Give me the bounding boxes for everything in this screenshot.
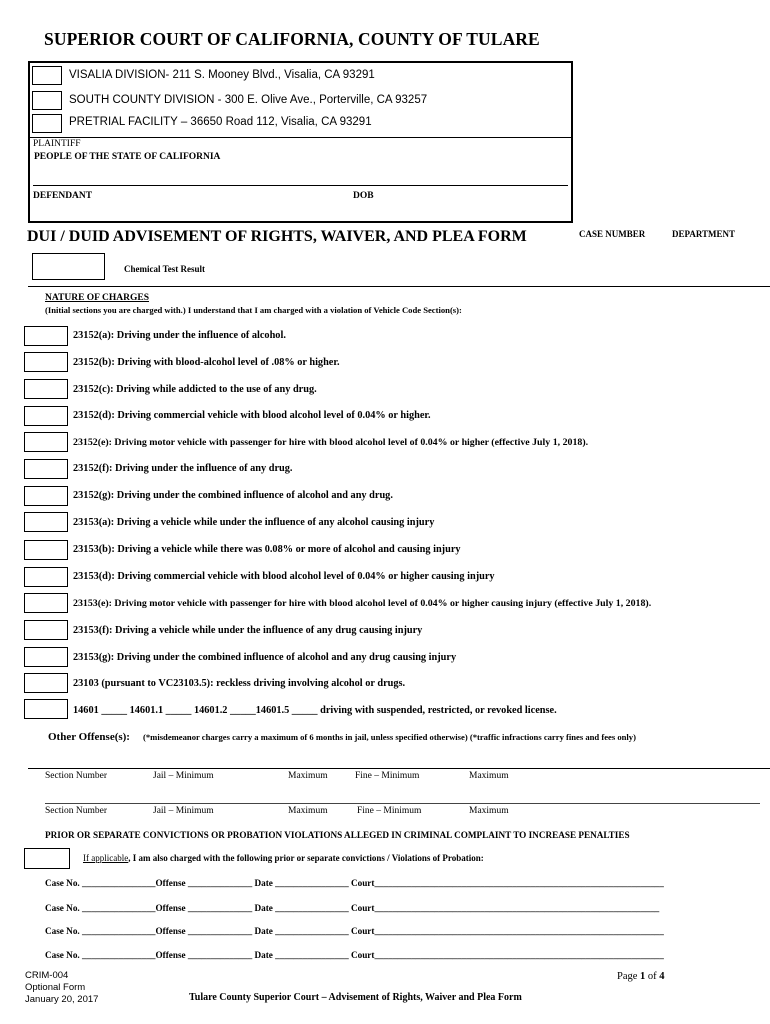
prior-case-row[interactable]: Case No. ________________Offense ______________ Date ________________ Court_______________________________________________________________ bbox=[45, 950, 664, 960]
form-id-block bbox=[25, 970, 98, 1006]
page-indicator bbox=[617, 971, 665, 982]
priors-statement bbox=[83, 853, 484, 863]
charge-initial-box[interactable] bbox=[24, 459, 68, 479]
prior-case-row[interactable]: Case No. ________________Offense ______________ Date ________________ Court_______________________________________________________________ bbox=[45, 926, 664, 936]
charge-23103: 23103 (pursuant to VC23103.5): reckless driving involving alcohol or drugs. bbox=[73, 678, 406, 689]
col-fine-minimum: Fine – Minimum bbox=[355, 771, 420, 781]
charge-23152b: 23152(b): Driving with blood-alcohol level of .08% or higher. bbox=[73, 357, 340, 368]
page-number: 1 bbox=[640, 971, 646, 982]
pretrial-facility-label: PRETRIAL FACILITY – 36650 Road 112, Visalia, CA 93291 bbox=[69, 116, 372, 128]
charge-initial-box[interactable] bbox=[24, 326, 68, 346]
charge-23152g: 23152(g): Driving under the combined influence of alcohol and any drug. bbox=[73, 490, 393, 501]
divider bbox=[28, 137, 573, 138]
chemical-test-label: Chemical Test Result bbox=[124, 264, 205, 274]
case-header-box bbox=[28, 61, 573, 223]
page-total: 4 bbox=[659, 971, 665, 982]
charges-instruction: (Initial sections you are charged with.) I understand that I am charged with a violation of Vehicle Code Section(s): bbox=[45, 305, 462, 315]
charge-23152d: 23152(d): Driving commercial vehicle with blood alcohol level of 0.04% or higher. bbox=[73, 410, 431, 421]
col-fine-maximum: Maximum bbox=[469, 806, 509, 816]
col-fine-maximum: Maximum bbox=[469, 771, 509, 781]
charge-initial-box[interactable] bbox=[24, 593, 68, 613]
col-jail-minimum: Jail – Minimum bbox=[153, 806, 214, 816]
prior-case-row[interactable]: Case No. ________________Offense ______________ Date ________________ Court_______________________________________________________________ bbox=[45, 878, 664, 888]
priors-heading: PRIOR OR SEPARATE CONVICTIONS OR PROBATION VIOLATIONS ALLEGED IN CRIMINAL COMPLAINT TO INCREASE PENALTIES bbox=[45, 830, 630, 840]
col-jail-minimum: Jail – Minimum bbox=[153, 771, 214, 781]
charge-23153b: 23153(b): Driving a vehicle while there was 0.08% or more of alcohol and causing injury bbox=[73, 544, 461, 555]
charge-initial-box[interactable] bbox=[24, 620, 68, 640]
pretrial-facility-checkbox[interactable] bbox=[32, 114, 62, 133]
col-jail-maximum: Maximum bbox=[288, 806, 328, 816]
plaintiff-line bbox=[33, 185, 568, 186]
south-county-division-checkbox[interactable] bbox=[32, 91, 62, 110]
col-fine-minimum: Fine – Minimum bbox=[357, 806, 422, 816]
charge-initial-box[interactable] bbox=[24, 379, 68, 399]
nature-of-charges-heading: NATURE OF CHARGES bbox=[45, 293, 149, 303]
charge-initial-box[interactable] bbox=[24, 486, 68, 506]
south-county-division-label: SOUTH COUNTY DIVISION - 300 E. Olive Ave., Porterville, CA 93257 bbox=[69, 94, 428, 106]
chemical-test-result-field[interactable] bbox=[32, 253, 105, 280]
other-offenses-note: (*misdemeanor charges carry a maximum of 6 months in jail, unless specified otherwise) (*traffic infractions carry fines and fees only) bbox=[143, 732, 636, 742]
charge-23153d: 23153(d): Driving commercial vehicle with blood alcohol level of 0.04% or higher causing injury bbox=[73, 571, 495, 582]
page-prefix: Page bbox=[617, 971, 641, 982]
charge-initial-box[interactable] bbox=[24, 406, 68, 426]
charge-initial-box[interactable] bbox=[24, 567, 68, 587]
charge-23152c: 23152(c): Driving while addicted to the use of any drug. bbox=[73, 384, 317, 395]
plaintiff-label: PLAINTIFF bbox=[33, 139, 81, 149]
charge-23152a: 23152(a): Driving under the influence of alcohol. bbox=[73, 330, 286, 341]
charge-initial-box[interactable] bbox=[24, 432, 68, 452]
charge-initial-box[interactable] bbox=[24, 352, 68, 372]
page-of: of bbox=[645, 971, 660, 982]
col-section-number: Section Number bbox=[45, 771, 108, 781]
optional-form-label: Optional Form bbox=[25, 982, 86, 993]
plaintiff-value: PEOPLE OF THE STATE OF CALIFORNIA bbox=[34, 152, 221, 162]
dob-label: DOB bbox=[353, 191, 374, 201]
charge-23153f: 23153(f): Driving a vehicle while under the influence of any drug causing injury bbox=[73, 625, 423, 636]
charge-23153e: 23153(e): Driving motor vehicle with passenger for hire with blood alcohol level of 0.04% or higher causing injury (effective July 1, 2018). bbox=[73, 598, 652, 609]
col-section-number: Section Number bbox=[45, 806, 108, 816]
case-number-label: CASE NUMBER bbox=[579, 229, 646, 239]
form-date: January 20, 2017 bbox=[25, 994, 99, 1005]
visalia-division-checkbox[interactable] bbox=[32, 66, 62, 85]
col-jail-maximum: Maximum bbox=[288, 771, 328, 781]
section-divider bbox=[28, 286, 770, 287]
charge-14601: 14601 _____ 14601.1 _____ 14601.2 _____14601.5 _____ driving with suspended, restricted, or revoked license. bbox=[73, 705, 557, 716]
other-offenses-label: Other Offense(s): bbox=[48, 731, 130, 743]
defendant-label: DEFENDANT bbox=[33, 191, 93, 201]
prior-case-row[interactable]: Case No. ________________Offense ______________ Date ________________ Court______________________________________________________________ bbox=[45, 903, 660, 913]
charge-initial-box[interactable] bbox=[24, 647, 68, 667]
offense-row-line bbox=[28, 768, 770, 769]
charge-23153a: 23153(a): Driving a vehicle while under the influence of any alcohol causing injury bbox=[73, 517, 435, 528]
form-id: CRIM-004 bbox=[25, 970, 69, 981]
if-applicable-text: If applicable bbox=[83, 853, 129, 863]
charge-initial-box[interactable] bbox=[24, 512, 68, 532]
charge-initial-box[interactable] bbox=[24, 540, 68, 560]
department-label: DEPARTMENT bbox=[672, 229, 736, 239]
visalia-division-label: VISALIA DIVISION- 211 S. Mooney Blvd., Visalia, CA 93291 bbox=[69, 69, 375, 81]
priors-initial-box[interactable] bbox=[24, 848, 70, 869]
footer-center-text: Tulare County Superior Court – Advisement of Rights, Waiver and Plea Form bbox=[189, 992, 522, 1003]
priors-statement-text: , I am also charged with the following prior or separate convictions / Violations of Probation: bbox=[128, 853, 484, 863]
charge-initial-box[interactable] bbox=[24, 699, 68, 719]
form-title: DUI / DUID ADVISEMENT OF RIGHTS, WAIVER, AND PLEA FORM bbox=[27, 228, 527, 245]
charge-23152f: 23152(f): Driving under the influence of any drug. bbox=[73, 463, 293, 474]
charge-23152e: 23152(e): Driving motor vehicle with passenger for hire with blood alcohol level of 0.04% or higher (effective July 1, 2018). bbox=[73, 437, 589, 448]
court-title: SUPERIOR COURT OF CALIFORNIA, COUNTY OF TULARE bbox=[44, 29, 540, 49]
charge-initial-box[interactable] bbox=[24, 673, 68, 693]
charge-23153g: 23153(g): Driving under the combined influence of alcohol and any drug causing injury bbox=[73, 652, 457, 663]
offense-row-line bbox=[45, 803, 760, 804]
